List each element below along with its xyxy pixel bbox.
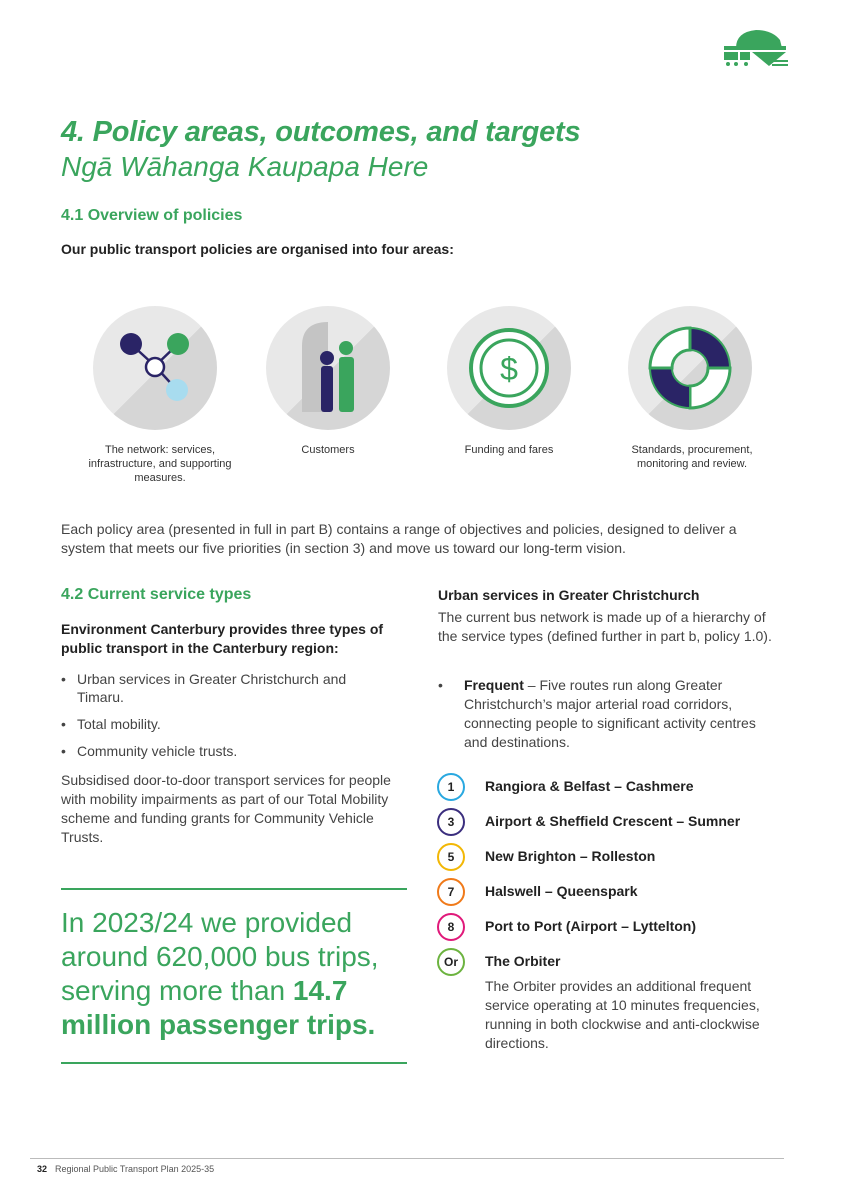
frequent-label: Frequent	[464, 677, 524, 693]
network-icon	[93, 306, 217, 430]
bullet-dot: •	[438, 677, 443, 693]
caption-funding: Funding and fares	[464, 444, 554, 456]
total-mobility-paragraph: Subsidised door-to-door transport services for people with mobility impairments as part of our Total Mobility scheme and funding grants for Community Vehicle Trusts.	[61, 772, 391, 845]
list-item: • Urban services in Greater Christchurch and Timaru.	[61, 670, 347, 706]
route-name: The Orbiter	[485, 953, 561, 969]
route-badge: 1	[437, 773, 465, 801]
page-number: 32	[37, 1164, 48, 1174]
route-badge: Or	[437, 948, 465, 976]
overview-intro: Our public transport policies are organised into four areas:	[61, 241, 454, 257]
stats-quote-text: In 2023/24 we provided around 620,000 bus trips, serving more than	[61, 907, 379, 1006]
section-heading-overview: 4.1 Overview of policies	[61, 207, 243, 224]
frequent-bullet	[438, 676, 783, 752]
list-item: • Community vehicle trusts.	[61, 742, 361, 760]
page-footer	[37, 1164, 214, 1174]
urban-services-heading: Urban services in Greater Christchurch	[438, 587, 700, 603]
network-area-circle	[93, 306, 217, 430]
dollar-icon	[447, 306, 571, 430]
page-subtitle: Ngā Wāhanga Kaupapa Here	[61, 151, 429, 182]
caption-standards: Standards, procurement, monitoring and review.	[631, 444, 753, 470]
service-types-list	[61, 670, 361, 769]
ring-chart-icon	[628, 306, 752, 430]
ecan-logo-icon	[722, 26, 790, 70]
overview-description: Each policy area (presented in full in part B) contains a range of objectives and policies, designed to deliver a system that meets our five priorities (in section 3) and move us toward our long-term vision.	[61, 521, 737, 556]
route-name: Airport & Sheffield Crescent – Sumner	[485, 813, 741, 829]
funding-area-circle	[447, 306, 571, 430]
orbiter-description: The Orbiter provides an additional frequent service operating at 10 minutes frequencies, running in both clockwise and anti-clockwise directions.	[485, 978, 760, 1051]
route-badge: 8	[437, 913, 465, 941]
standards-area-circle	[628, 306, 752, 430]
route-name: Halswell – Queenspark	[485, 883, 638, 899]
quote-divider-top	[61, 888, 407, 890]
list-item: • Total mobility.	[61, 715, 361, 733]
document-title: Regional Public Transport Plan 2025-35	[55, 1164, 215, 1174]
customers-icon	[266, 306, 390, 430]
section-heading-service-types: 4.2 Current service types	[61, 586, 252, 603]
caption-customers: Customers	[301, 444, 355, 456]
frequent-text	[438, 676, 764, 752]
route-name: New Brighton – Rolleston	[485, 848, 656, 864]
frequent-description: – Five routes run along Greater Christchurch’s major arterial road corridors, connecting people to significant activity centres and destinations.	[464, 677, 756, 750]
route-name: Port to Port (Airport – Lyttelton)	[485, 918, 697, 934]
route-badge: 3	[437, 808, 465, 836]
stats-quote-highlight: 14.7 million passenger trips.	[61, 975, 376, 1040]
route-badge: 7	[437, 878, 465, 906]
customers-area-circle	[266, 306, 390, 430]
route-badge: 5	[437, 843, 465, 871]
quote-divider-bottom	[61, 1062, 407, 1064]
caption-network: The network: services, infrastructure, and supporting measures.	[88, 444, 232, 484]
urban-services-intro: The current bus network is made up of a hierarchy of the service types (defined further in part b, policy 1.0).	[438, 609, 772, 644]
service-types-lead: Environment Canterbury provides three types of public transport in the Canterbury region:	[61, 621, 384, 656]
stats-quote	[61, 906, 411, 1042]
route-name: Rangiora & Belfast – Cashmere	[485, 778, 694, 794]
svg-text:$: $	[500, 351, 518, 387]
page-title: 4. Policy areas, outcomes, and targets	[61, 116, 581, 148]
footer-divider	[30, 1158, 784, 1159]
